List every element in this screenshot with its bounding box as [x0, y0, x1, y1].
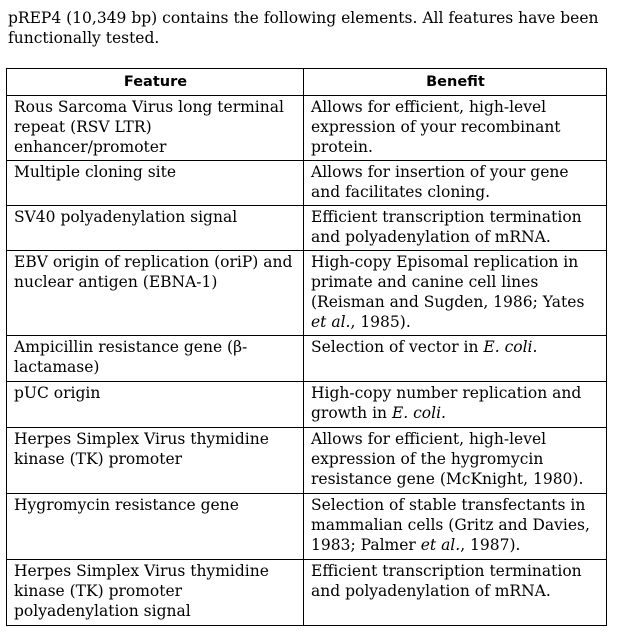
table-row: [7, 382, 607, 428]
feature-cell: Herpes Simplex Virus thymidine kinase (TK) promoter: [7, 428, 304, 494]
feature-cell: Hygromycin resistance gene: [7, 494, 304, 560]
feature-cell: Ampicillin resistance gene (β-lactamase): [7, 336, 304, 382]
benefit-cell: [304, 382, 607, 428]
table-row: [7, 251, 607, 336]
benefit-text: Selection of stable transfectants in mammalian cells (Gritz and Davies, 1983; Palmer: [311, 496, 590, 554]
benefit-cell: [304, 494, 607, 560]
feature-cell: Multiple cloning site: [7, 161, 304, 206]
header-feature: Feature: [7, 69, 304, 96]
feature-cell: SV40 polyadenylation signal: [7, 206, 304, 251]
table-row: [7, 161, 607, 206]
feature-cell: EBV origin of replication (oriP) and nuclear antigen (EBNA-1): [7, 251, 304, 336]
features-table: [6, 68, 607, 626]
table-row: [7, 560, 607, 626]
benefit-cell: Allows for efficient, high-level expression of the hygromycin resistance gene (McKnight, 1980).: [304, 428, 607, 494]
table-row: [7, 428, 607, 494]
header-benefit: Benefit: [304, 69, 607, 96]
benefit-cell: Efficient transcription termination and polyadenylation of mRNA.: [304, 206, 607, 251]
intro-paragraph: pREP4 (10,349 bp) contains the following elements. All features have been functionally tested.: [8, 9, 599, 47]
benefit-cell: Allows for efficient, high-level expression of your recombinant protein.: [304, 96, 607, 161]
benefit-italic-text: E. coli.: [391, 404, 446, 422]
table-row: [7, 494, 607, 560]
benefit-text: High-copy number replication and growth in: [311, 384, 582, 422]
benefit-italic-text: E. coli.: [483, 338, 538, 356]
table-header-row: [7, 69, 607, 96]
feature-cell: Rous Sarcoma Virus long terminal repeat (RSV LTR) enhancer/promoter: [7, 96, 304, 161]
benefit-text: , 1985).: [350, 313, 411, 331]
feature-cell: Herpes Simplex Virus thymidine kinase (TK) promoter polyadenylation signal: [7, 560, 304, 626]
benefit-cell: Allows for insertion of your gene and facilitates cloning.: [304, 161, 607, 206]
benefit-text: High-copy Episomal replication in primate and canine cell lines (Reisman and Sugden, 1986; Yates: [311, 253, 585, 311]
feature-cell: pUC origin: [7, 382, 304, 428]
benefit-cell: [304, 336, 607, 382]
benefit-italic-text: et al.: [420, 536, 461, 554]
benefit-cell: [304, 251, 607, 336]
benefit-text: , 1987).: [460, 536, 521, 554]
benefit-italic-text: et al.: [311, 313, 351, 331]
table-row: [7, 96, 607, 161]
benefit-text: Selection of vector in: [311, 338, 484, 356]
table-row: [7, 336, 607, 382]
table-row: [7, 206, 607, 251]
benefit-cell: Efficient transcription termination and polyadenylation of mRNA.: [304, 560, 607, 626]
